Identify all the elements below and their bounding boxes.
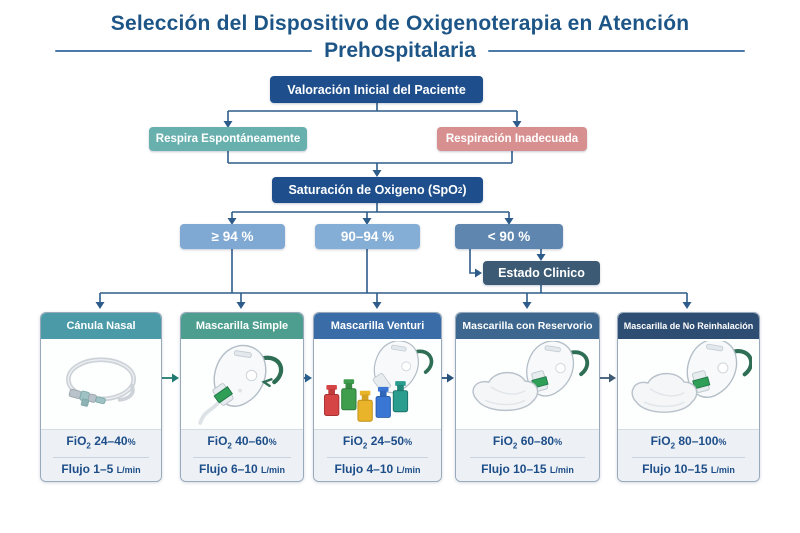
device-specs (314, 429, 441, 481)
flow-rate-unit: L/min (396, 465, 421, 475)
fio2-label: FiO (66, 433, 87, 448)
flow-rate-text: Flujo 6–10 (198, 462, 262, 476)
spo2-box (272, 177, 483, 203)
fio2-percent-sign: % (268, 436, 277, 447)
device-card-nasal-cannula (40, 312, 162, 482)
fio2-range: 80–100 (675, 433, 719, 448)
spo2-subscript: 2 (457, 185, 463, 195)
fio2-subscript: 2 (86, 441, 91, 450)
fio2-value (651, 430, 727, 457)
fio2-label: FiO (207, 433, 228, 448)
initial-assessment-box: Valoración Inicial del Paciente (270, 76, 483, 103)
spo2-low-box: < 90 % (455, 224, 563, 249)
flow-rate-unit: L/min (710, 465, 735, 475)
fio2-value (493, 430, 562, 457)
title-line2-row (55, 39, 745, 63)
device-card-title: Mascarilla con Reservorio (456, 313, 599, 339)
device-card-venturi-mask (313, 312, 442, 482)
title-rule-left (55, 50, 312, 52)
fio2-subscript: 2 (670, 441, 676, 450)
flow-rate-unit: L/min (549, 465, 574, 475)
spo2-text-close: ) (462, 183, 467, 197)
device-specs (618, 429, 759, 481)
spontaneous-breathing-box: Respira Espontáneamente (149, 127, 307, 151)
fio2-range: 60–80 (517, 433, 555, 448)
flow-rate-text: Flujo 10–15 (642, 462, 711, 476)
flow-rate-value (642, 458, 735, 481)
device-card-simple-mask (180, 312, 304, 482)
fio2-range: 24–50 (367, 433, 405, 448)
fio2-value (343, 430, 412, 457)
fio2-subscript: 2 (362, 441, 368, 450)
fio2-subscript: 2 (512, 441, 518, 450)
non-rebreather-mask-icon (618, 339, 759, 429)
reservoir-mask-icon (456, 339, 599, 429)
flow-rate-text: Flujo 4–10 (334, 462, 397, 476)
flow-rate-unit: L/min (116, 465, 141, 475)
fio2-percent-sign: % (718, 436, 727, 447)
spo2-text: Saturación de Oxigeno (SpO (288, 183, 458, 197)
inadequate-breathing-box: Respiración Inadecuada (437, 127, 587, 151)
fio2-subscript: 2 (227, 441, 232, 450)
fio2-range: 40–60 (231, 433, 269, 448)
fio2-percent-sign: % (404, 436, 413, 447)
fio2-label: FiO (492, 433, 513, 448)
simple-mask-icon (181, 339, 303, 429)
title-line1: Selección del Dispositivo de Oxigenoterapia en Atención (110, 12, 690, 35)
title-line2: Prehospitalaria (324, 39, 476, 62)
device-card-title: Mascarilla de No Reinhalación (618, 313, 759, 339)
device-card-title: Mascarilla Simple (181, 313, 303, 339)
fio2-percent-sign: % (554, 436, 563, 447)
flow-rate-value (334, 458, 420, 481)
flow-rate-text: Flujo 10–15 (481, 462, 550, 476)
fio2-range: 24–40 (90, 433, 128, 448)
clinical-status-box: Estado Clinico (483, 261, 600, 285)
fio2-label: FiO (342, 433, 363, 448)
spo2-high-box: ≥ 94 % (180, 224, 285, 249)
flow-rate-value (481, 458, 574, 481)
flow-rate-value (199, 458, 285, 481)
device-card-title: Mascarilla Venturi (314, 313, 441, 339)
flow-rate-text: Flujo 1–5 (61, 462, 117, 476)
device-card-title: Cánula Nasal (41, 313, 161, 339)
nasal-cannula-icon (41, 339, 161, 429)
fio2-percent-sign: % (127, 436, 136, 447)
page-title (0, 12, 800, 63)
device-specs (456, 429, 599, 481)
spo2-mid-box: 90–94 % (315, 224, 420, 249)
fio2-value (207, 430, 276, 457)
device-specs (181, 429, 303, 481)
device-card-non-rebreather-mask (617, 312, 760, 482)
venturi-mask-icon (314, 339, 441, 429)
fio2-label: FiO (650, 433, 671, 448)
fio2-value (66, 430, 135, 457)
title-rule-right (488, 50, 745, 52)
device-specs (41, 429, 161, 481)
flow-rate-value (61, 458, 140, 481)
flow-rate-unit: L/min (261, 465, 286, 475)
device-card-reservoir-mask (455, 312, 600, 482)
